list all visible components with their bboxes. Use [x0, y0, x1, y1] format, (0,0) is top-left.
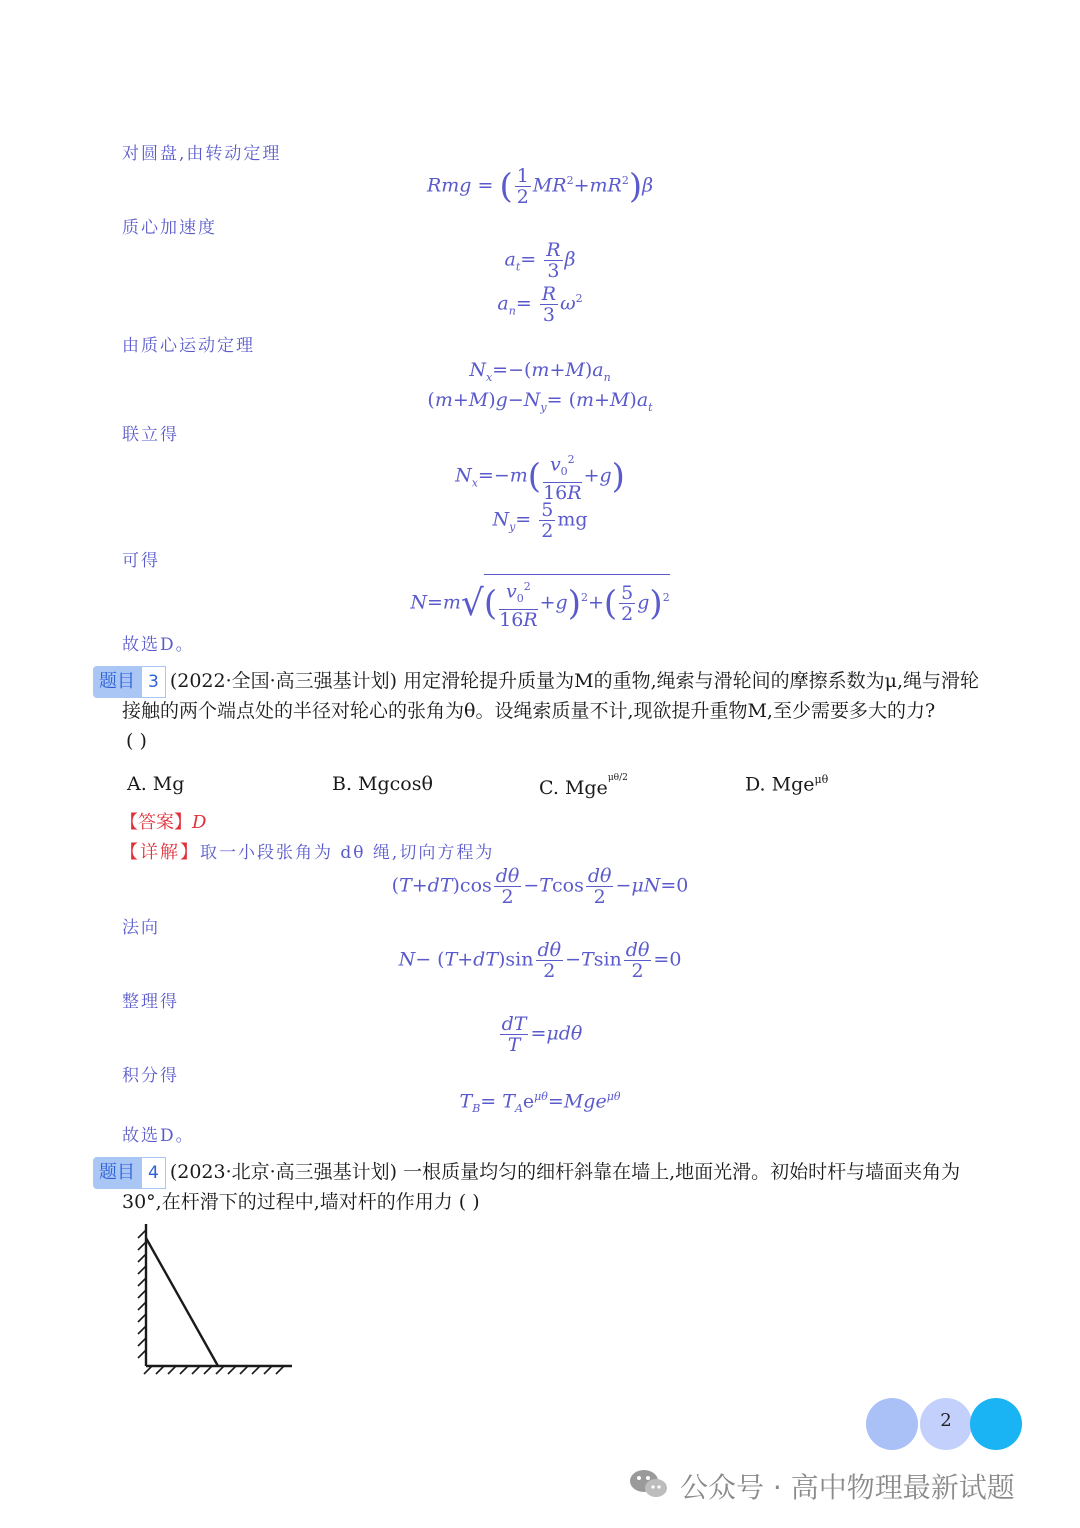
detail-line	[120, 838, 494, 864]
option-a[interactable]: A. Mg	[127, 773, 185, 795]
solution-text-arrange: 整理得	[122, 992, 179, 1012]
equation-dt-over-t: $\frac{dT}{T}$ =μdθ	[501, 1013, 583, 1056]
rod-line	[146, 1238, 218, 1366]
equation-ny-result: $N_y=$ $\frac{5}{2}$ mg	[492, 499, 588, 542]
option-c-exponent: μθ/2	[607, 773, 628, 783]
question-4	[93, 1157, 993, 1189]
question-tag: 题目	[93, 666, 141, 698]
equation-tb: $T_B= T_Ae^{\mu\theta}=Mge^{\mu\theta}$	[459, 1090, 621, 1116]
solution-conclusion-2: 故选D。	[122, 635, 195, 655]
solution-text-obtain: 可得	[122, 551, 160, 571]
question-3	[93, 666, 993, 698]
equation-nx: $N_x=-(m+M)a_n$	[469, 359, 611, 384]
equation-nx-result: $N_x=-m$( $\frac{v_0^2}{16R}$ +g)	[0, 450, 1080, 503]
equation-n-total: N=m√( $\frac{v_0^2}{16R}$ +g)$^2$+( $\frac{5}{2}$ g)$^2$	[0, 574, 1080, 630]
equation-rotation: Rmg = ( $\frac{1}{2}$ $MR^2+mR^2)\beta$	[426, 165, 654, 208]
solution-text-normal: 法向	[122, 918, 160, 938]
question-3-blank: ( )	[126, 730, 147, 752]
equation-at: $a_t=$ $\frac{R}{3}$ β	[504, 239, 576, 282]
option-b[interactable]: B. Mgcosθ	[332, 773, 433, 795]
equation-an: $a_n=$ $\frac{R}{3}$ $\omega^2$	[497, 283, 583, 326]
solution-conclusion-3: 故选D。	[122, 1126, 195, 1146]
option-d[interactable]	[745, 773, 828, 795]
equation-normal: N− (T+dT)sin $\frac{d\theta}{2}$ −Tsin $\frac{d\theta}{2}$ =0	[398, 939, 682, 982]
equation-tangential: (T+dT)cos $\frac{d\theta}{2}$ −Tcos $\frac{d\theta}{2}$ −μN=0	[391, 865, 689, 908]
option-c[interactable]	[539, 773, 628, 799]
option-c-text: C. Mge	[539, 777, 608, 799]
solution-text-integrate: 积分得	[122, 1066, 179, 1086]
solution-text-cm-accel: 质心加速度	[122, 218, 217, 238]
question-number: 4	[141, 1157, 166, 1189]
solution-text-rotation: 对圆盘,由转动定理	[122, 144, 282, 164]
option-d-exponent: μθ	[814, 773, 829, 786]
solution-text-combine: 联立得	[122, 425, 179, 445]
page-number: 2	[940, 1410, 952, 1431]
answer-line	[120, 808, 206, 834]
question-4-line-2: 30°,在杆滑下的过程中,墙对杆的作用力 ( )	[122, 1191, 480, 1213]
question-3-line-2: 接触的两个端点处的半径对轮心的张角为θ。设绳索质量不计,现欲提升重物M,至少需要多大的力?	[122, 700, 936, 722]
question-3-line-1: (2022·全国·高三强基计划) 用定滑轮提升质量为M的重物,绳索与滑轮间的摩擦系数为μ,绳与滑轮	[169, 670, 980, 692]
page-badge-right-circle	[970, 1398, 1022, 1450]
option-d-text: D. Mge	[745, 773, 815, 796]
equation-ny: $(m+M)g-N_y= (m+M)a_t$	[427, 389, 653, 414]
question-number: 3	[141, 666, 166, 698]
answer-value: D	[192, 812, 207, 833]
footer-watermark: 公众号 · 高中物理最新试题	[680, 1471, 1015, 1504]
question-4-line-1: (2023·北京·高三强基计划) 一根质量均匀的细杆斜靠在墙上,地面光滑。初始时杆与墙面夹角为	[169, 1161, 961, 1183]
solution-text-cm-theorem: 由质心运动定理	[122, 336, 255, 356]
detail-label: 【详解】	[120, 842, 200, 863]
page-badge-left-circle	[866, 1398, 918, 1450]
question-tag: 题目	[93, 1157, 141, 1189]
detail-text: 取一小段张角为 dθ 绳,切向方程为	[200, 843, 495, 863]
answer-label: 【答案】	[120, 812, 192, 833]
rod-wall-diagram	[130, 1220, 300, 1380]
wechat-icon	[628, 1466, 670, 1502]
